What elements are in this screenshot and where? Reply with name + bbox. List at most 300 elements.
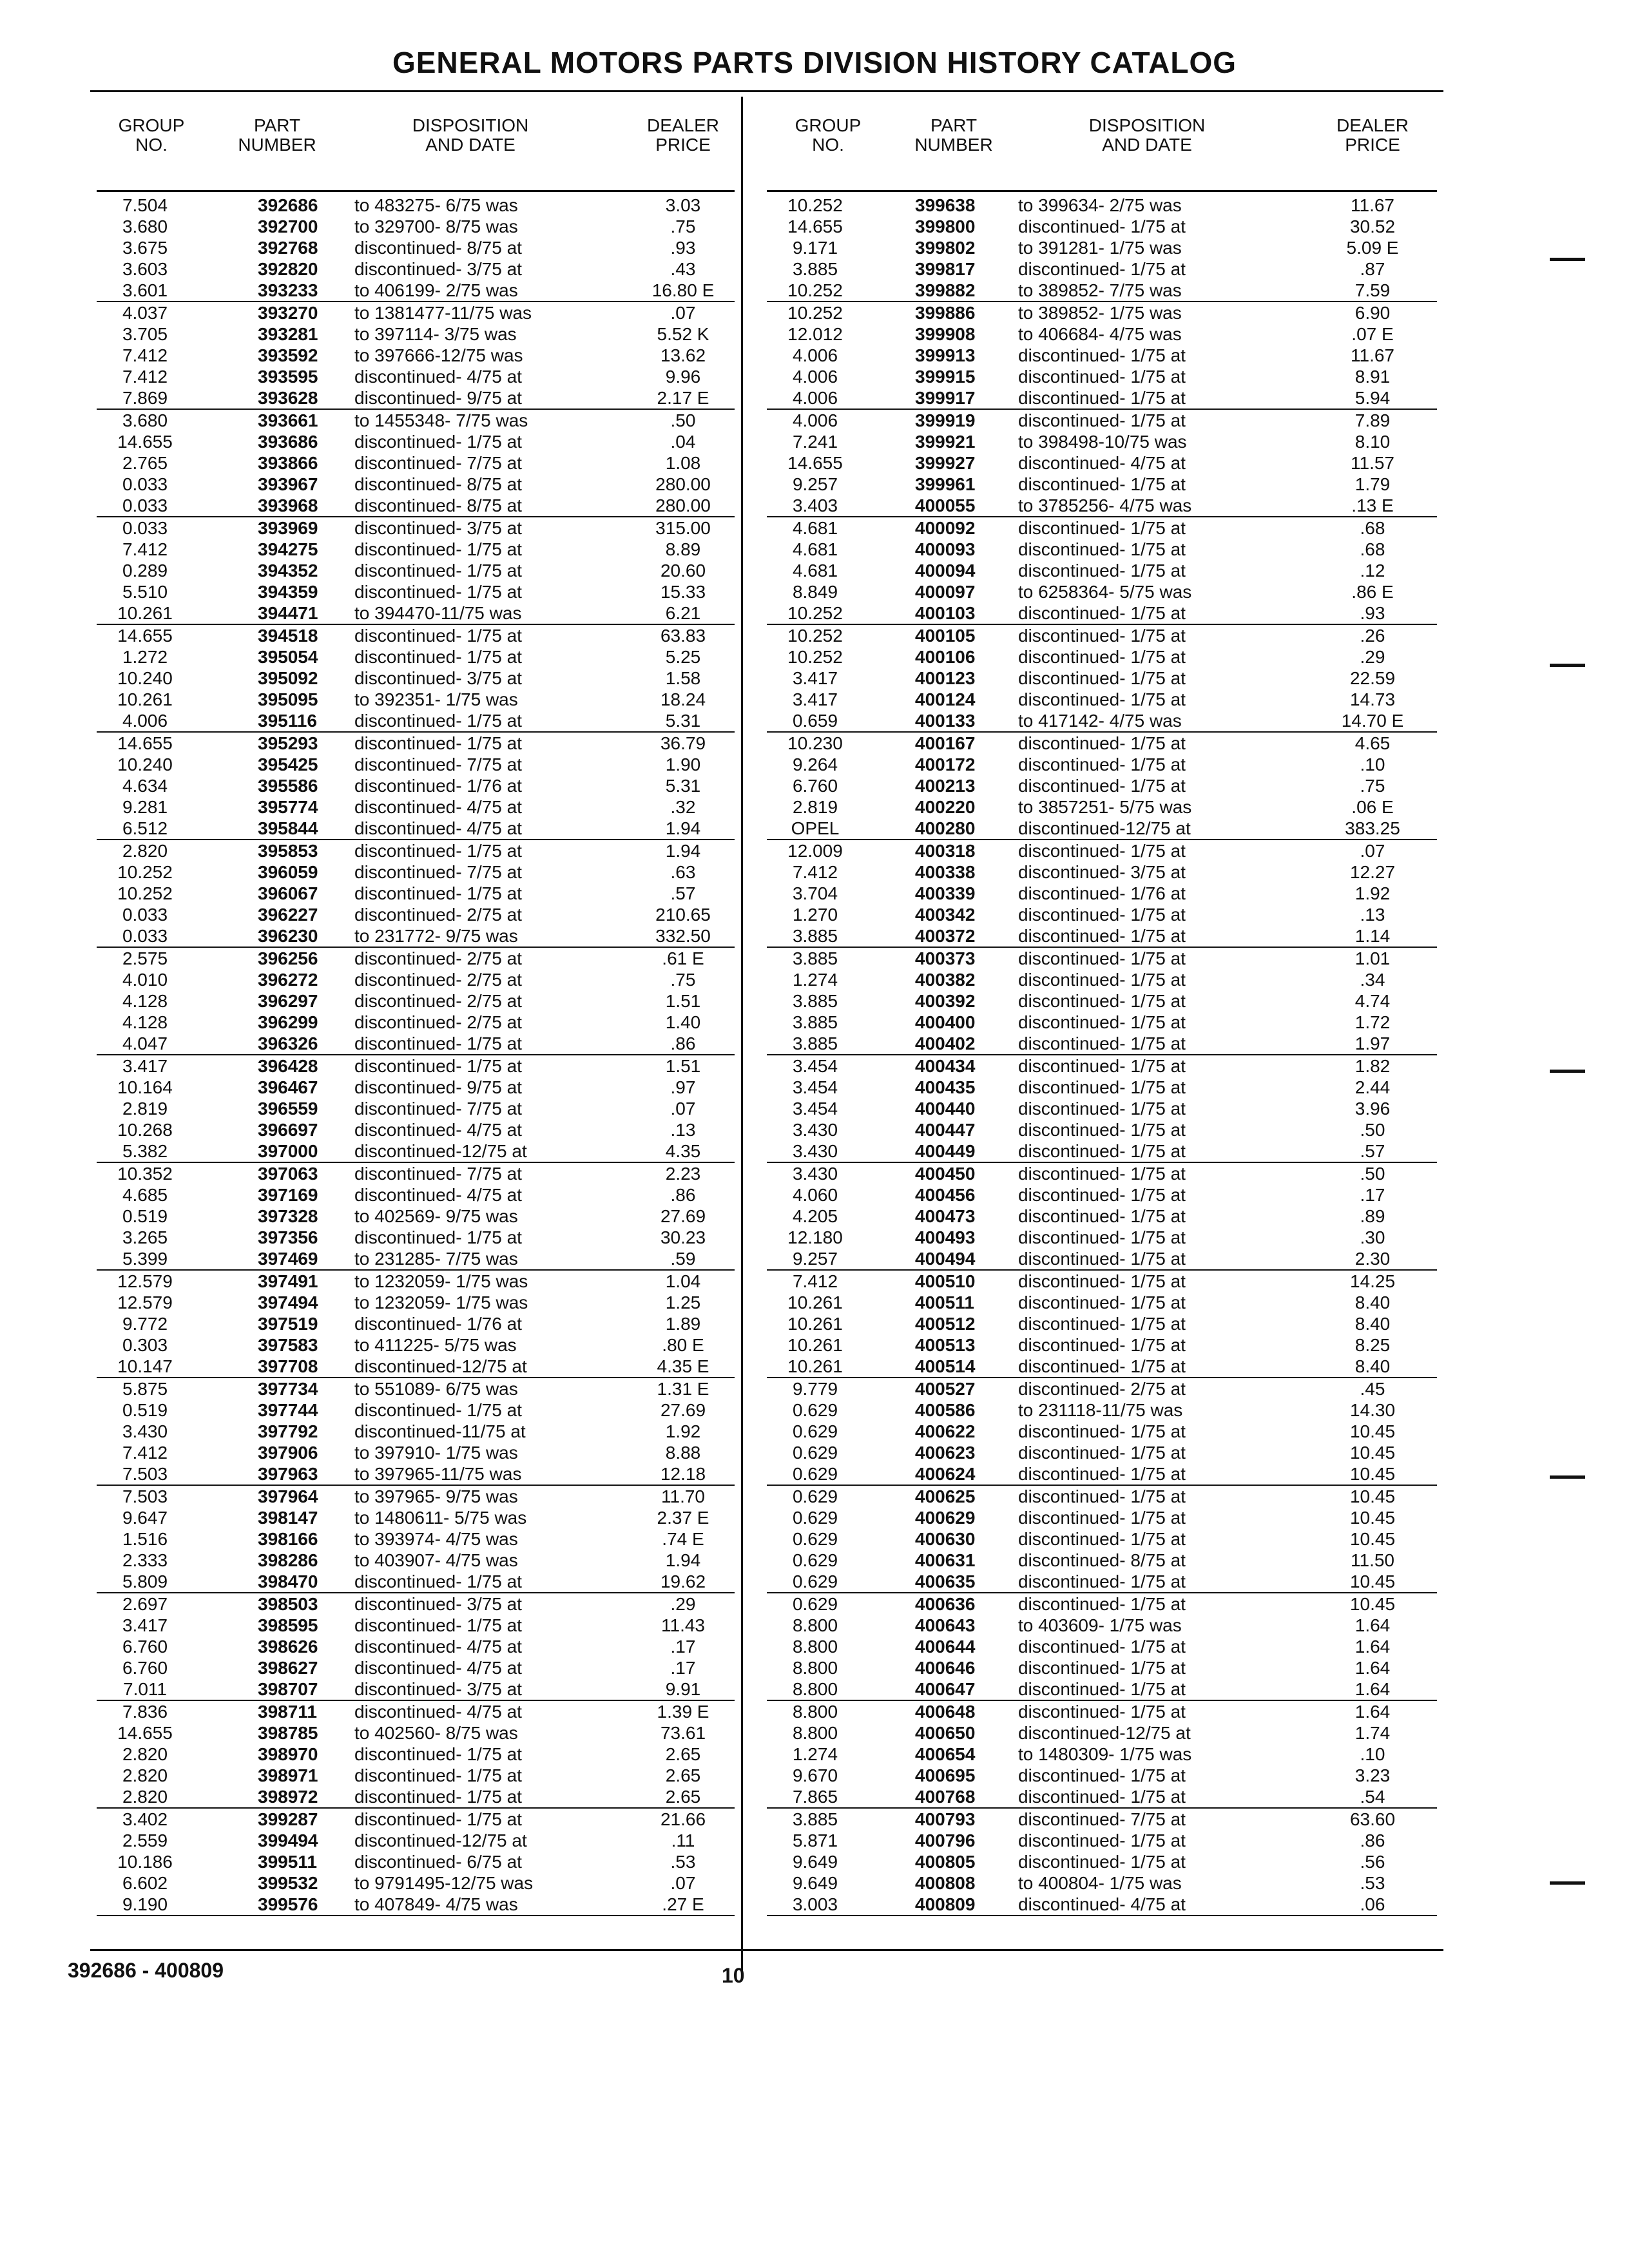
group-number: 7.836 [122, 1702, 168, 1722]
table-row [97, 237, 735, 258]
right-table [767, 116, 1437, 1916]
table-row [767, 1378, 1437, 1399]
disposition: discontinued- 4/75 at [354, 1185, 522, 1205]
dealer-price: 14.25 [1349, 1271, 1396, 1291]
table-row [97, 517, 735, 539]
dealer-price: 2.17 E [657, 388, 709, 408]
disposition: discontinued- 1/75 at [1018, 367, 1186, 387]
dealer-price: .10 [1360, 754, 1385, 774]
group-number: 3.603 [122, 259, 168, 279]
dealer-price: 5.31 [665, 711, 701, 731]
dealer-price: 6.90 [1354, 303, 1391, 323]
part-number: 394352 [258, 561, 318, 581]
table-row [97, 474, 735, 495]
disposition: discontinued- 1/75 at [1018, 1787, 1186, 1807]
group-number: 6.760 [122, 1658, 168, 1678]
part-number: 400527 [915, 1379, 976, 1399]
table-row [767, 431, 1437, 452]
group-number: 5.382 [122, 1141, 168, 1161]
part-number: 397063 [258, 1164, 318, 1184]
disposition: discontinued- 1/75 at [1018, 1571, 1186, 1591]
group-number: 4.047 [122, 1033, 168, 1053]
table-row [97, 1184, 735, 1206]
part-number: 400318 [915, 841, 976, 861]
dealer-price: 10.45 [1349, 1508, 1396, 1528]
part-number: 400372 [915, 926, 976, 946]
group-number: 3.675 [122, 238, 168, 258]
header-price: DEALER PRICE [1336, 115, 1409, 155]
table-row [767, 560, 1437, 581]
part-number: 396067 [258, 883, 318, 903]
part-number: 400511 [915, 1293, 974, 1312]
group-number: 3.885 [792, 1012, 838, 1032]
table-row [767, 345, 1437, 366]
part-number: 398147 [258, 1508, 318, 1528]
group-number: 7.412 [122, 539, 168, 559]
dealer-price: 1.64 [1354, 1615, 1391, 1635]
dealer-price: 1.74 [1354, 1723, 1391, 1743]
part-number: 400510 [915, 1271, 976, 1291]
table-row [97, 323, 735, 345]
table-row [767, 861, 1437, 883]
dealer-price: .13 E [1351, 495, 1394, 515]
disposition: discontinued- 7/75 at [354, 453, 522, 473]
table-row [767, 1765, 1437, 1786]
group-number: 10.261 [787, 1356, 843, 1376]
disposition: to 397965-11/75 was [354, 1464, 522, 1484]
disposition: discontinued- 1/75 at [354, 883, 522, 903]
table-row [97, 560, 735, 581]
disposition: discontinued- 1/75 at [354, 582, 522, 602]
dealer-price: .75 [1360, 776, 1385, 796]
part-number: 399494 [258, 1831, 318, 1850]
group-number: 3.417 [122, 1615, 168, 1635]
table-row [767, 840, 1437, 861]
group-number: 1.272 [122, 647, 168, 667]
part-number: 400094 [915, 561, 976, 581]
dealer-price: .53 [670, 1852, 696, 1872]
group-number: 4.685 [122, 1185, 168, 1205]
part-number: 396326 [258, 1033, 318, 1053]
dealer-price: .43 [670, 259, 696, 279]
part-number: 393595 [258, 367, 318, 387]
table-row [97, 710, 735, 733]
group-number: 0.033 [122, 926, 168, 946]
part-number: 398286 [258, 1550, 318, 1570]
disposition: to 406684- 4/75 was [1018, 324, 1182, 344]
header-part: PART NUMBER [238, 115, 316, 155]
dealer-price: .17 [670, 1658, 696, 1678]
part-number: 397000 [258, 1141, 318, 1161]
disposition: discontinued- 1/75 at [1018, 1012, 1186, 1032]
part-number: 396559 [258, 1099, 318, 1119]
header-disposition: DISPOSITION AND DATE [1088, 115, 1206, 155]
group-number: 8.800 [792, 1615, 838, 1635]
dealer-price: .80 E [662, 1335, 704, 1355]
dealer-price: .13 [670, 1120, 696, 1140]
dealer-price: 63.83 [660, 626, 706, 646]
disposition: discontinued- 1/75 at [354, 647, 522, 667]
disposition: discontinued- 1/75 at [354, 1033, 522, 1053]
group-number: 10.261 [117, 689, 173, 709]
margin-mark [1550, 664, 1585, 667]
table-row [767, 258, 1437, 280]
part-number: 393968 [258, 495, 318, 515]
table-row [97, 818, 735, 840]
dealer-price: 10.45 [1349, 1594, 1396, 1614]
dealer-price: 1.14 [1354, 926, 1391, 946]
dealer-price: 36.79 [660, 733, 706, 753]
part-number: 399915 [915, 367, 976, 387]
group-number: 10.252 [787, 647, 843, 667]
disposition: discontinued- 1/75 at [354, 561, 522, 581]
table-row [97, 1657, 735, 1678]
disposition: discontinued- 4/75 at [1018, 453, 1186, 473]
group-number: 2.820 [122, 1765, 168, 1785]
dealer-price: .07 [670, 303, 696, 323]
part-number: 397964 [258, 1486, 318, 1506]
disposition: discontinued-11/75 at [354, 1421, 526, 1441]
disposition: to 1381477-11/75 was [354, 303, 532, 323]
dealer-price: 1.39 E [657, 1702, 709, 1722]
dealer-price: 2.44 [1354, 1077, 1391, 1097]
table-row [767, 195, 1437, 216]
disposition: discontinued- 8/75 at [354, 474, 522, 494]
table-row [97, 1507, 735, 1528]
disposition: to 403609- 1/75 was [1018, 1615, 1182, 1635]
table-row [97, 302, 735, 323]
group-number: 7.503 [122, 1464, 168, 1484]
part-number: 399917 [915, 388, 976, 408]
table-row [97, 345, 735, 366]
dealer-price: 1.08 [665, 453, 701, 473]
table-row [97, 431, 735, 452]
table-row [97, 1486, 735, 1507]
table-row [767, 1033, 1437, 1055]
disposition: discontinued- 1/75 at [1018, 689, 1186, 709]
disposition: to 392351- 1/75 was [354, 689, 518, 709]
dealer-price: 332.50 [655, 926, 711, 946]
part-number: 395092 [258, 668, 318, 688]
dealer-price: 1.64 [1354, 1702, 1391, 1722]
disposition: discontinued- 7/75 at [354, 1099, 522, 1119]
dealer-price: 383.25 [1345, 818, 1400, 838]
table-row [97, 625, 735, 646]
disposition: discontinued-12/75 at [1018, 818, 1191, 838]
table-row [97, 1163, 735, 1184]
group-number: 5.871 [792, 1831, 838, 1850]
disposition: discontinued- 1/75 at [1018, 905, 1186, 925]
part-number: 400473 [915, 1206, 976, 1226]
disposition: discontinued- 1/75 at [354, 626, 522, 646]
table-row [97, 1292, 735, 1313]
table-row [767, 474, 1437, 495]
dealer-price: .50 [670, 410, 696, 430]
disposition: discontinued- 1/75 at [1018, 926, 1186, 946]
dealer-price: 1.92 [1354, 883, 1391, 903]
part-number: 392768 [258, 238, 318, 258]
dealer-price: .86 [670, 1033, 696, 1053]
disposition: discontinued- 1/75 at [1018, 1486, 1186, 1506]
disposition: discontinued- 1/75 at [1018, 1249, 1186, 1269]
table-row [97, 1227, 735, 1248]
group-number: 7.869 [122, 388, 168, 408]
group-number: 4.128 [122, 991, 168, 1011]
group-number: 9.649 [792, 1852, 838, 1872]
disposition: discontinued- 4/75 at [354, 818, 522, 838]
group-number: 12.012 [787, 324, 843, 344]
dealer-price: 27.69 [660, 1400, 706, 1420]
disposition: to 399634- 2/75 was [1018, 195, 1182, 215]
disposition: discontinued- 4/75 at [354, 1658, 522, 1678]
part-number: 400342 [915, 905, 976, 925]
group-number: 3.430 [122, 1421, 168, 1441]
group-number: 1.270 [792, 905, 838, 925]
disposition: discontinued- 1/75 at [1018, 1271, 1186, 1291]
dealer-price: 22.59 [1349, 668, 1396, 688]
group-number: OPEL [791, 818, 840, 838]
part-number: 400629 [915, 1508, 976, 1528]
part-number: 393628 [258, 388, 318, 408]
dealer-price: 1.82 [1354, 1056, 1391, 1076]
group-number: 7.412 [122, 1443, 168, 1463]
group-number: 0.629 [792, 1464, 838, 1484]
group-number: 0.629 [792, 1508, 838, 1528]
dealer-price: .75 [670, 216, 696, 236]
disposition: to 1455348- 7/75 was [354, 410, 528, 430]
disposition: discontinued- 1/76 at [354, 1314, 522, 1334]
header-rule [97, 190, 735, 192]
disposition: discontinued- 7/75 at [354, 862, 522, 882]
disposition: to 389852- 1/75 was [1018, 303, 1182, 323]
left-table [97, 116, 735, 1916]
table-row [97, 1550, 735, 1571]
disposition: discontinued-12/75 at [354, 1141, 527, 1161]
disposition: to 3857251- 5/75 was [1018, 797, 1192, 817]
part-number: 399532 [258, 1873, 318, 1893]
group-number: 9.281 [122, 797, 168, 817]
margin-mark [1550, 258, 1585, 261]
part-number: 396697 [258, 1120, 318, 1140]
disposition: discontinued- 2/75 at [354, 948, 522, 968]
part-number: 396467 [258, 1077, 318, 1097]
disposition: to 389852- 7/75 was [1018, 280, 1182, 300]
disposition: discontinued- 1/75 at [1018, 776, 1186, 796]
group-number: 12.009 [787, 841, 843, 861]
table-row [97, 1872, 735, 1894]
table-row [767, 1140, 1437, 1163]
disposition: discontinued- 1/75 at [1018, 388, 1186, 408]
part-number: 399882 [915, 280, 976, 300]
group-number: 5.510 [122, 582, 168, 602]
dealer-price: 1.94 [665, 1550, 701, 1570]
group-number: 6.602 [122, 1873, 168, 1893]
group-number: 0.629 [792, 1486, 838, 1506]
table-row [97, 1744, 735, 1765]
group-number: 7.241 [792, 432, 838, 452]
group-number: 3.885 [792, 1809, 838, 1829]
part-number: 393866 [258, 453, 318, 473]
disposition: discontinued- 1/75 at [354, 733, 522, 753]
part-number: 397708 [258, 1356, 318, 1376]
dealer-price: .61 E [662, 948, 704, 968]
table-row [97, 1313, 735, 1334]
table-row [97, 969, 735, 990]
disposition: discontinued- 1/75 at [1018, 1831, 1186, 1850]
table-row [767, 1593, 1437, 1615]
table-row [767, 1271, 1437, 1292]
part-number: 400647 [915, 1679, 976, 1699]
disposition: discontinued- 1/75 at [354, 1615, 522, 1635]
part-number: 395844 [258, 818, 318, 838]
dealer-price: 10.45 [1349, 1486, 1396, 1506]
group-number: 10.261 [787, 1314, 843, 1334]
part-number: 399576 [258, 1894, 318, 1914]
part-number: 397494 [258, 1293, 318, 1312]
dealer-price: .06 [1360, 1894, 1385, 1914]
disposition: discontinued- 1/75 at [1018, 1227, 1186, 1247]
table-row [97, 668, 735, 689]
dealer-price: .29 [670, 1594, 696, 1614]
dealer-price: 20.60 [660, 561, 706, 581]
group-number: 10.240 [117, 754, 173, 774]
part-number: 400646 [915, 1658, 976, 1678]
part-number: 397328 [258, 1206, 318, 1226]
part-range: 392686 - 400809 [68, 1959, 224, 1982]
dealer-price: 18.24 [660, 689, 706, 709]
disposition: discontinued- 1/75 at [354, 711, 522, 731]
disposition: discontinued- 1/75 at [1018, 626, 1186, 646]
group-number: 10.261 [787, 1293, 843, 1312]
group-number: 10.230 [787, 733, 843, 753]
part-number: 396256 [258, 948, 318, 968]
disposition: to 394470-11/75 was [354, 603, 522, 623]
right-rows [767, 195, 1437, 1916]
table-row [97, 925, 735, 948]
disposition: to 403907- 4/75 was [354, 1550, 518, 1570]
dealer-price: 8.40 [1354, 1314, 1391, 1334]
group-number: 5.875 [122, 1379, 168, 1399]
disposition: discontinued- 1/75 at [1018, 754, 1186, 774]
disposition: to 397114- 3/75 was [354, 324, 517, 344]
disposition: to 483275- 6/75 was [354, 195, 518, 215]
part-number: 396272 [258, 970, 318, 990]
table-row [97, 1593, 735, 1615]
table-row [97, 1678, 735, 1701]
disposition: discontinued- 1/75 at [1018, 410, 1186, 430]
group-number: 3.680 [122, 410, 168, 430]
dealer-price: 11.70 [661, 1486, 705, 1506]
dealer-price: 8.88 [665, 1443, 701, 1463]
dealer-price: 6.21 [665, 603, 701, 623]
group-number: 3.417 [792, 668, 838, 688]
group-number: 10.252 [787, 626, 843, 646]
group-number: 4.006 [792, 345, 838, 365]
header-group: GROUP NO. [118, 115, 185, 155]
dealer-price: 14.70 E [1341, 711, 1404, 731]
group-number: 3.454 [792, 1056, 838, 1076]
table-row [97, 990, 735, 1012]
disposition: discontinued- 1/75 at [1018, 1852, 1186, 1872]
dealer-price: .93 [670, 238, 696, 258]
group-number: 2.819 [792, 797, 838, 817]
disposition: discontinued- 1/75 at [354, 1744, 522, 1764]
dealer-price: 1.64 [1354, 1679, 1391, 1699]
table-row [767, 1119, 1437, 1140]
dealer-price: 10.45 [1349, 1571, 1396, 1591]
group-number: 3.454 [792, 1077, 838, 1097]
part-number: 394275 [258, 539, 318, 559]
part-number: 397491 [258, 1271, 318, 1291]
table-row [97, 1765, 735, 1786]
table-row [767, 216, 1437, 237]
group-number: 12.180 [787, 1227, 843, 1247]
table-row [97, 1140, 735, 1163]
dealer-price: .07 [670, 1873, 696, 1893]
part-number: 393661 [258, 410, 318, 430]
dealer-price: 3.03 [665, 195, 701, 215]
group-number: 0.629 [792, 1443, 838, 1463]
disposition: discontinued- 1/75 at [1018, 1508, 1186, 1528]
part-number: 393967 [258, 474, 318, 494]
dealer-price: .06 E [1351, 797, 1394, 817]
group-number: 4.681 [792, 518, 838, 538]
part-number: 400400 [915, 1012, 976, 1032]
group-number: 2.765 [122, 453, 168, 473]
disposition: to 1232059- 1/75 was [354, 1271, 528, 1291]
dealer-price: 1.72 [1354, 1012, 1391, 1032]
part-number: 398707 [258, 1679, 318, 1699]
table-row [97, 796, 735, 818]
part-number: 399913 [915, 345, 976, 365]
disposition: discontinued- 2/75 at [354, 991, 522, 1011]
bottom-rule [90, 1949, 1443, 1951]
part-number: 393686 [258, 432, 318, 452]
table-row [767, 1206, 1437, 1227]
part-number: 398971 [258, 1765, 318, 1785]
group-number: 10.261 [787, 1335, 843, 1355]
table-row [767, 539, 1437, 560]
group-number: 0.629 [792, 1594, 838, 1614]
group-number: 8.849 [792, 582, 838, 602]
disposition: discontinued- 1/75 at [354, 1765, 522, 1785]
table-row [767, 1227, 1437, 1248]
part-number: 400339 [915, 883, 976, 903]
part-number: 392686 [258, 195, 318, 215]
dealer-price: .30 [1360, 1227, 1385, 1247]
table-row [767, 1313, 1437, 1334]
part-number: 397734 [258, 1379, 318, 1399]
group-number: 9.647 [122, 1508, 168, 1528]
disposition: discontinued-12/75 at [1018, 1723, 1191, 1743]
disposition: discontinued- 1/75 at [1018, 668, 1186, 688]
part-number: 397356 [258, 1227, 318, 1247]
part-number: 399961 [915, 474, 976, 494]
part-number: 399886 [915, 303, 976, 323]
dealer-price: 1.58 [665, 668, 701, 688]
dealer-price: 1.51 [665, 991, 701, 1011]
table-row [767, 1809, 1437, 1830]
group-number: 9.257 [792, 1249, 838, 1269]
dealer-price: 2.65 [665, 1787, 701, 1807]
disposition: discontinued- 7/75 at [354, 754, 522, 774]
margin-mark [1550, 1475, 1585, 1479]
disposition: discontinued- 1/75 at [354, 1787, 522, 1807]
part-number: 398972 [258, 1787, 318, 1807]
part-number: 400373 [915, 948, 976, 968]
table-row [767, 689, 1437, 710]
part-number: 400796 [915, 1831, 976, 1850]
